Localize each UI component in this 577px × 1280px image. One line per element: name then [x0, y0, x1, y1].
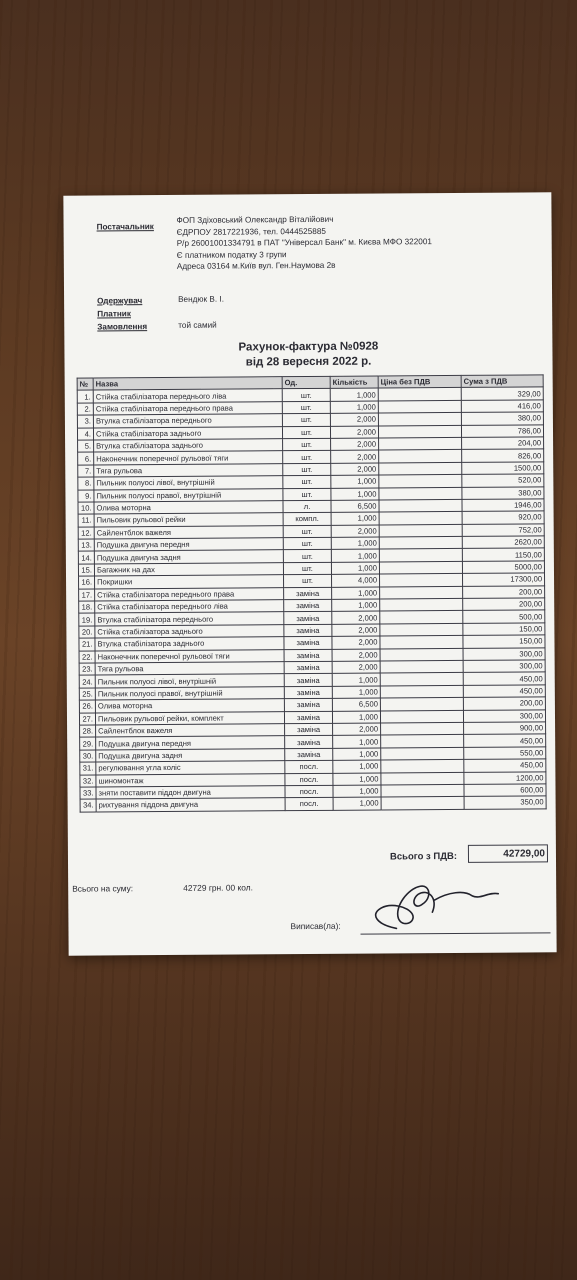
row-number: 2.	[77, 403, 93, 416]
table-row	[80, 796, 546, 812]
row-unit: шт.	[283, 463, 331, 476]
row-sum: 450,00	[463, 685, 545, 698]
row-name: Подушка двигуна задня	[94, 550, 283, 564]
supplier-label: Постачальник	[96, 222, 154, 232]
row-unit: заміна	[284, 612, 332, 625]
row-price	[380, 636, 463, 649]
col-unit: Од.	[282, 376, 330, 389]
row-name: Стійка стабілізатора переднього права	[93, 401, 282, 415]
order-label: Замовлення	[97, 322, 148, 332]
row-qty: 2,000	[331, 525, 379, 538]
row-qty: 2,000	[332, 636, 380, 649]
row-sum: 1150,00	[462, 548, 544, 561]
row-sum: 500,00	[463, 610, 545, 623]
row-qty: 2,000	[330, 426, 378, 439]
row-sum: 786,00	[461, 424, 543, 437]
row-price	[379, 524, 462, 537]
row-sum: 450,00	[464, 759, 546, 772]
row-price	[380, 623, 463, 636]
row-name: Сайлентблок важеля	[96, 724, 285, 738]
row-name: Пильник полуосі правої, внутрішній	[95, 686, 284, 700]
row-number: 9.	[78, 490, 94, 503]
row-name: Подушка двигуна задня	[96, 748, 285, 762]
row-price	[380, 673, 463, 686]
row-number: 17.	[79, 589, 95, 602]
row-sum: 600,00	[464, 784, 546, 797]
row-name: Покришки	[95, 575, 284, 589]
row-price	[381, 735, 464, 748]
row-name: Стійка стабілізатора переднього права	[95, 587, 284, 601]
row-unit: заміна	[284, 624, 332, 637]
row-unit: заміна	[284, 649, 332, 662]
row-unit: посл.	[285, 798, 333, 811]
row-price	[380, 660, 463, 673]
supplier-details	[176, 213, 432, 272]
row-price	[380, 586, 463, 599]
row-number: 6.	[78, 452, 94, 465]
row-qty: 1,000	[333, 735, 381, 748]
row-price	[381, 772, 464, 785]
row-price	[380, 598, 463, 611]
row-number: 10.	[78, 502, 94, 515]
row-number: 25.	[79, 688, 95, 701]
row-sum: 380,00	[462, 486, 544, 499]
row-number: 3.	[77, 415, 93, 428]
row-qty: 1,000	[333, 785, 381, 798]
row-unit: заміна	[284, 699, 332, 712]
row-sum: 450,00	[463, 672, 545, 685]
row-qty: 1,000	[333, 760, 381, 773]
row-number: 27.	[79, 713, 95, 726]
invoice-title: Рахунок-фактура №0928	[238, 340, 379, 354]
recipient-value: Вендюк В. І.	[178, 294, 224, 304]
signature-label: Виписав(ла):	[290, 920, 341, 932]
row-unit: заміна	[284, 637, 332, 650]
row-qty: 1,000	[332, 673, 380, 686]
row-sum: 200,00	[463, 598, 545, 611]
row-number: 20.	[79, 626, 95, 639]
row-sum: 450,00	[464, 734, 546, 747]
row-qty: 1,000	[331, 549, 379, 562]
row-name: Стійка стабілізатора переднього ліва	[95, 600, 284, 614]
row-sum: 380,00	[461, 412, 543, 425]
row-unit: заміна	[284, 599, 332, 612]
row-price	[379, 499, 462, 512]
row-qty: 1,000	[330, 401, 378, 414]
supplier-line: ЄДРПОУ 2817221936, тел. 0444525885	[176, 226, 326, 237]
col-name: Назва	[93, 377, 282, 391]
row-unit: заміна	[285, 748, 333, 761]
col-price: Ціна без ПДВ	[378, 375, 461, 388]
row-unit: шт.	[283, 438, 331, 451]
row-unit: л.	[283, 500, 331, 513]
row-sum: 150,00	[463, 635, 545, 648]
row-sum: 150,00	[463, 623, 545, 636]
col-number: №	[77, 378, 93, 391]
row-price	[379, 462, 462, 475]
row-name: Втулка стабілізатора переднього	[93, 414, 282, 428]
row-unit: шт.	[283, 525, 331, 538]
row-name: шиномонтаж	[96, 773, 285, 787]
row-name: Втулка стабілізатора заднього	[95, 637, 284, 651]
row-qty: 1,000	[333, 773, 381, 786]
row-price	[379, 537, 462, 550]
row-number: 21.	[79, 638, 95, 651]
row-number: 5.	[78, 440, 94, 453]
row-name: регулювання угла коліс	[96, 761, 285, 775]
row-unit: заміна	[285, 736, 333, 749]
supplier-line: ФОП Здіховський Олександр Віталійович	[176, 214, 334, 225]
row-number: 12.	[78, 527, 94, 540]
row-sum: 416,00	[461, 400, 543, 413]
row-qty: 4,000	[332, 574, 380, 587]
row-qty: 2,000	[330, 413, 378, 426]
row-price	[379, 437, 462, 450]
row-sum: 1500,00	[462, 462, 544, 475]
row-unit: заміна	[284, 674, 332, 687]
invoice-paper	[63, 192, 556, 955]
total-label: Всього з ПДВ:	[389, 850, 458, 863]
row-qty: 1,000	[331, 512, 379, 525]
row-sum: 204,00	[462, 437, 544, 450]
row-number: 28.	[80, 725, 96, 738]
row-name: Сайлентблок важеля	[94, 525, 283, 539]
row-name: Наконечник поперечної рульової тяги	[95, 649, 284, 663]
col-qty: Кількість	[330, 376, 378, 389]
sum-words-label: Всього на суму:	[72, 883, 134, 894]
row-number: 32.	[80, 774, 96, 787]
row-unit: шт.	[283, 562, 331, 575]
row-price	[379, 450, 462, 463]
row-name: Пильовик рульової рейки, комплект	[95, 711, 284, 725]
row-name: Втулка стабілізатора переднього	[95, 612, 284, 626]
row-unit: шт.	[283, 475, 331, 488]
row-name: Стійка стабілізатора переднього ліва	[93, 389, 282, 403]
items-table	[77, 374, 547, 812]
row-unit: шт.	[282, 389, 330, 402]
row-number: 8.	[78, 477, 94, 490]
row-sum: 920,00	[462, 511, 544, 524]
row-name: Олива моторна	[95, 699, 284, 713]
row-price	[378, 388, 461, 401]
row-qty: 6,500	[331, 500, 379, 513]
row-name: Подушка двигуна передня	[96, 736, 285, 750]
row-unit: посл.	[285, 760, 333, 773]
row-sum: 5000,00	[462, 561, 544, 574]
payer-label: Платник	[97, 309, 131, 319]
row-price	[381, 797, 464, 810]
row-number: 16.	[79, 576, 95, 589]
row-qty: 2,000	[332, 649, 380, 662]
row-sum: 200,00	[463, 586, 545, 599]
row-name: Пильник полуосі лівої, внутрішній	[94, 476, 283, 490]
sum-words-value: 42729 грн. 00 кол.	[183, 882, 253, 893]
row-price	[380, 685, 463, 698]
row-unit: шт.	[282, 401, 330, 414]
row-number: 19.	[79, 613, 95, 626]
row-price	[378, 413, 461, 426]
row-price	[381, 784, 464, 797]
row-name: рихтування піддона двигуна	[96, 798, 285, 812]
row-name: Подушка двигуна передня	[94, 538, 283, 552]
row-number: 33.	[80, 787, 96, 800]
row-number: 1.	[77, 390, 93, 403]
row-unit: компл.	[283, 513, 331, 526]
row-price	[379, 475, 462, 488]
row-sum: 1946,00	[462, 499, 544, 512]
row-unit: посл.	[285, 773, 333, 786]
row-unit: заміна	[284, 661, 332, 674]
row-sum: 2620,00	[462, 536, 544, 549]
row-unit: шт.	[282, 414, 330, 427]
row-sum: 752,00	[462, 524, 544, 537]
row-unit: шт.	[283, 537, 331, 550]
row-qty: 1,000	[331, 562, 379, 575]
row-price	[381, 760, 464, 773]
row-qty: 1,000	[331, 488, 379, 501]
row-name: Пильовик рульової рейки	[94, 513, 283, 527]
row-qty: 6,500	[332, 698, 380, 711]
row-qty: 1,000	[332, 599, 380, 612]
row-sum: 520,00	[462, 474, 544, 487]
row-price	[379, 487, 462, 500]
row-sum: 350,00	[464, 796, 546, 809]
row-number: 14.	[78, 551, 94, 564]
row-unit: посл.	[285, 785, 333, 798]
row-qty: 2,000	[332, 661, 380, 674]
row-number: 11.	[78, 514, 94, 527]
row-sum: 300,00	[463, 660, 545, 673]
row-price	[378, 400, 461, 413]
row-price	[378, 425, 461, 438]
row-sum: 17300,00	[463, 573, 545, 586]
row-number: 30.	[80, 750, 96, 763]
row-name: Наконечник поперечної рульової тяги	[94, 451, 283, 465]
supplier-line: Адреса 03164 м.Київ вул. Ген.Наумова 2в	[176, 260, 336, 271]
row-sum: 200,00	[463, 697, 545, 710]
row-qty: 1,000	[333, 748, 381, 761]
row-number: 29.	[80, 737, 96, 750]
row-price	[380, 574, 463, 587]
supplier-line: Є платником податку 3 групи	[176, 249, 287, 260]
row-price	[380, 710, 463, 723]
row-name: Пильник полуосі лівої, внутрішній	[95, 674, 284, 688]
row-price	[380, 611, 463, 624]
row-sum: 550,00	[464, 747, 546, 760]
row-name: Тяга рульова	[94, 463, 283, 477]
row-qty: 1,000	[331, 537, 379, 550]
row-price	[379, 512, 462, 525]
row-number: 7.	[78, 465, 94, 478]
row-unit: шт.	[284, 575, 332, 588]
row-unit: шт.	[283, 488, 331, 501]
row-qty: 1,000	[331, 475, 379, 488]
row-qty: 2,000	[332, 611, 380, 624]
row-qty: 1,000	[330, 388, 378, 401]
row-sum: 1200,00	[464, 771, 546, 784]
row-qty: 1,000	[332, 711, 380, 724]
supplier-line: Р/р 26001001334791 в ПАТ "Універсал Банк" м. Києва МФО 322001	[176, 237, 432, 248]
row-price	[379, 561, 462, 574]
row-unit: заміна	[284, 587, 332, 600]
row-unit: заміна	[284, 711, 332, 724]
row-number: 13.	[78, 539, 94, 552]
row-qty: 2,000	[331, 463, 379, 476]
col-sum: Сума з ПДВ	[461, 375, 543, 388]
row-unit: шт.	[283, 451, 331, 464]
row-qty: 2,000	[331, 450, 379, 463]
row-unit: заміна	[285, 723, 333, 736]
row-name: Пильник полуосі правої, внутрішній	[94, 488, 283, 502]
row-qty: 1,000	[332, 587, 380, 600]
row-sum: 300,00	[463, 647, 545, 660]
row-qty: 1,000	[332, 686, 380, 699]
row-number: 4.	[77, 428, 93, 441]
row-name: Втулка стабілізатора заднього	[94, 439, 283, 453]
recipient-label: Одержувач	[97, 296, 143, 306]
signature-mark	[368, 878, 508, 939]
row-sum: 329,00	[461, 387, 543, 400]
row-number: 34.	[80, 799, 96, 812]
row-name: Тяга рульова	[95, 662, 284, 676]
row-name: Стійка стабілізатора заднього	[93, 426, 282, 440]
row-unit: шт.	[283, 550, 331, 563]
row-number: 31.	[80, 762, 96, 775]
row-sum: 300,00	[463, 709, 545, 722]
row-number: 22.	[79, 651, 95, 664]
row-name: Стійка стабілізатора заднього	[95, 624, 284, 638]
row-number: 18.	[79, 601, 95, 614]
order-value: той самий	[178, 320, 217, 330]
row-number: 24.	[79, 675, 95, 688]
row-number: 26.	[79, 700, 95, 713]
row-sum: 900,00	[464, 722, 546, 735]
row-number: 15.	[78, 564, 94, 577]
row-number: 23.	[79, 663, 95, 676]
row-qty: 2,000	[333, 723, 381, 736]
row-price	[381, 722, 464, 735]
row-price	[380, 648, 463, 661]
row-price	[379, 549, 462, 562]
row-qty: 2,000	[331, 438, 379, 451]
row-price	[380, 698, 463, 711]
row-qty: 2,000	[332, 624, 380, 637]
row-price	[381, 747, 464, 760]
total-value: 42729,00	[468, 844, 548, 863]
row-unit: шт.	[282, 426, 330, 439]
row-name: Багажник на дах	[94, 563, 283, 577]
row-unit: заміна	[284, 686, 332, 699]
row-qty: 1,000	[333, 797, 381, 810]
row-name: Олива моторна	[94, 501, 283, 515]
invoice-date: від 28 вересня 2022 р.	[245, 355, 372, 369]
row-sum: 826,00	[462, 449, 544, 462]
row-name: зняти поставити піддон двигуна	[96, 786, 285, 800]
